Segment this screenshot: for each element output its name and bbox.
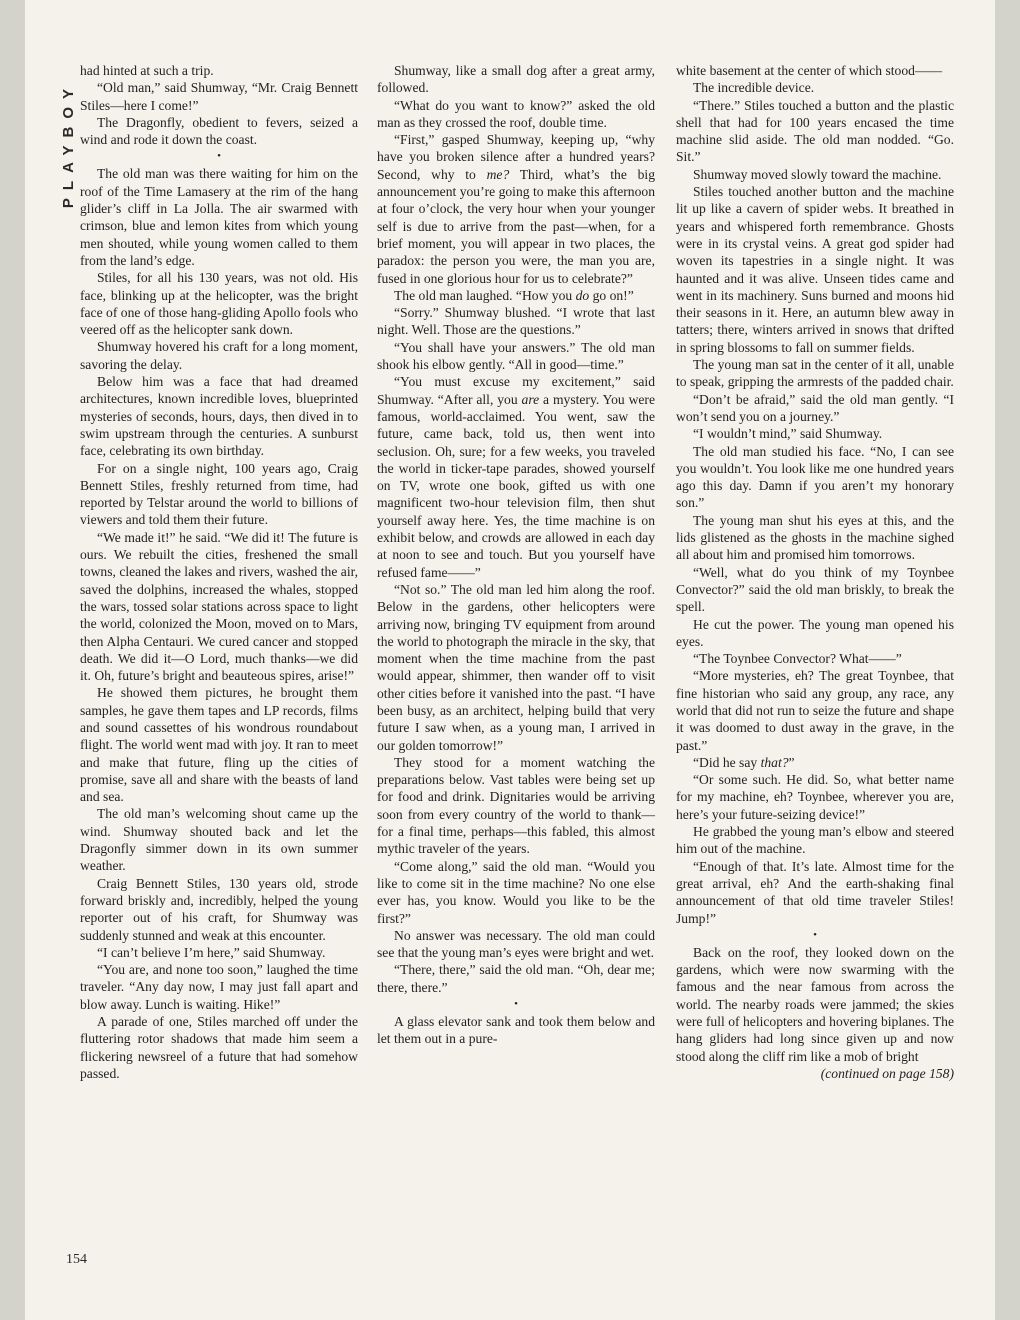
paragraph: The old man laughed. “How you do go on!” (394, 287, 634, 303)
paragraph: “You shall have your answers.” The old man shook his elbow gently. “All in good—time.” (377, 339, 655, 373)
paragraph: Shumway moved slowly toward the machine. (693, 166, 942, 182)
section-break-bullet: • (217, 150, 221, 163)
paragraph: The Dragonfly, obedient to fevers, seized a wind and rode it down the coast. (80, 114, 358, 148)
paragraph: “What do you want to know?” asked the old man as they crossed the roof, double time. (377, 97, 655, 130)
paragraph: The incredible device. (693, 80, 815, 96)
paragraph: “Don’t be afraid,” said the old man gently. “I won’t send you on a journey.” (676, 391, 954, 424)
paragraph: “I can’t believe I’m here,” said Shumway. (97, 944, 326, 960)
paragraph: “Old man,” said Shumway, “Mr. Craig Bennett Stiles—here I come!” (80, 80, 358, 113)
paragraph: “First,” gasped Shumway, keeping up, “why have you broken silence after a hundred years? Second, why to me? Third, what’s the big announcement you’re going to make this afternoon at four o’clock, the very hour when your younger self is due to arrive from the past—when, for a brief moment, you will appear in two places, the paradox: the person you were, the man you are, fused in one glorious hour for us to celebrate?” (377, 132, 655, 286)
paragraph: He cut the power. The young man opened his eyes. (676, 616, 954, 649)
continued-note: (continued on page 158) (820, 1065, 954, 1081)
paragraph: Stiles, for all his 130 years, was not old. His face, blinking up at the helicopter, was the bright face of one of those hang-gliding Apollo fools who veered off as the helicopter sank down. (80, 270, 358, 338)
magazine-page (25, 0, 995, 1320)
text-column-2 (377, 62, 655, 1048)
paragraph: The young man shut his eyes at this, and the lids glistened as the ghosts in the machine sighed all about him and promised him tomorrows. (676, 512, 954, 563)
section-break-bullet: • (514, 998, 518, 1011)
text-column-1 (80, 62, 358, 1082)
paragraph: Shumway, like a small dog after a great army, followed. (377, 63, 655, 96)
paragraph: “Not so.” The old man led him along the roof. Below in the gardens, other helicopters were arriving now, bringing TV equipment from around the world to photograph the miracle in the sky, that moment when the time machine from the past would appear, shimmer, then wander off to visit other cities before it vanished into the past. “I have been busy, as an architect, helping build that very future I saw when, as a young man, I arrived in our golden tomorrow!” (377, 581, 655, 753)
paragraph: “You must excuse my excitement,” said Shumway. “After all, you are a mystery. You were famous, world-acclaimed. You went, saw the future, came back, told us, then went into seclusion. Oh, sure; for a few weeks, you traveled the world in ticker-tape parades, showed yourself on TV, wrote one book, gifted us with one magnificent two-hour television film, then shut yourself away here. Yes, the time machine is on exhibit below, and crowds are allowed in each day at noon to see and touch. But you yourself have refused fame——” (377, 374, 655, 580)
paragraph: “Well, what do you think of my Toynbee Convector?” said the old man briskly, to break the spell. (676, 564, 954, 615)
paragraph: “Or some such. He did. So, what better name for my machine, eh? Toynbee, wherever you are, here’s your future-seizing device!” (676, 772, 954, 822)
section-break-bullet: • (813, 928, 817, 941)
paragraph: “I wouldn’t mind,” said Shumway. (693, 426, 883, 442)
paragraph: Shumway hovered his craft for a long moment, savoring the delay. (80, 339, 358, 372)
paragraph: “You are, and none too soon,” laughed the time traveler. “Any day now, I may just fall apart and blow away. Lunch is waiting. Hike!” (80, 962, 358, 1012)
paragraph: “Come along,” said the old man. “Would you like to come sit in the time machine? No one else ever has, you know. Would you like to be the first?” (377, 858, 655, 926)
paragraph: A glass elevator sank and took them below and let them out in a pure- (377, 1014, 655, 1047)
paragraph: “More mysteries, eh? The great Toynbee, that fine historian who said any group, any race, any world that did not run to seize the future and shape it was doomed to dust away in the grave, in the past.” (676, 668, 954, 753)
paragraph: had hinted at such a trip. (80, 63, 214, 78)
paragraph: Back on the roof, they looked down on the gardens, which were now swarming with the famous and the near famous from across the world. The nearby roads were jammed; the skies were full of helicopters and hovering biplanes. The hang gliders had long since given up and now stood along the cliff rim like a mob of bright (676, 944, 954, 1064)
paragraph: A parade of one, Stiles marched off under the fluttering rotor shadows that made him seem a flickering newsreel of a future that had somehow passed. (80, 1014, 358, 1081)
running-head (58, 64, 80, 224)
paragraph: The old man’s welcoming shout came up the wind. Shumway shouted back and let the Dragonfly simmer down in its own summer weather. (80, 806, 358, 874)
paragraph: “Enough of that. It’s late. Almost time for the great arrival, eh? And the earth-shaking final announcement of that old time traveler Stiles! Jump!” (676, 858, 954, 926)
paragraph: “Did he say that?” (693, 754, 795, 770)
paragraph: white basement at the center of which stood—— (676, 63, 943, 78)
paragraph: “There.” Stiles touched a button and the plastic shell that had for 100 years encased the time machine slid aside. The old man nodded. “Go. Sit.” (676, 97, 954, 165)
paragraph: “We made it!” he said. “We did it! The future is ours. We rebuilt the cities, freshened the small towns, cleaned the lakes and rivers, washed the air, saved the dolphins, increased the whales, stopped the wars, tossed solar stations across space to light the world, colonized the Moon, moved on to Mars, then Alpha Centauri. We cured cancer and stopped death. We did it—O Lord, much thanks—we did it. Oh, future’s bright and beauteous spires, arise!” (80, 529, 358, 684)
paragraph: Craig Bennett Stiles, 130 years old, strode forward briskly and, incredibly, helped the young reporter out of his craft, for Shumway was suddenly stunned and weak at this encounter. (80, 875, 358, 943)
paragraph: The old man studied his face. “No, I can see you wouldn’t. You look like me one hundred years ago this day. Damn if you aren’t my honorary son.” (676, 443, 954, 511)
paragraph: He grabbed the young man’s elbow and steered him out of the machine. (676, 824, 954, 857)
paragraph: They stood for a moment watching the preparations below. Vast tables were being set up for food and drink. Dignitaries would be arriving soon from every country of the world to thank—for a final time, perhaps—this fabled, this almost mythic traveler of the years. (377, 754, 655, 857)
paragraph: No answer was necessary. The old man could see that the young man’s eyes were bright and wet. (377, 927, 655, 961)
paragraph: “The Toynbee Convector? What——” (693, 651, 902, 667)
running-head-text: PLAYBOY (60, 80, 78, 208)
paragraph: “There, there,” said the old man. “Oh, dear me; there, there.” (377, 962, 655, 995)
paragraph: Stiles touched another button and the machine lit up like a cavern of spider webs. It breathed in years and whispered forth remembrance. Ghosts were in its crystal veins. A great god spider had woven its tapestries in a single night. It was haunted and it was alive. Unseen tides came and went in its machinery. Suns burned and moons hid their seasons in it. Here, an autumn blew away in tatters; there, winters arrived in snows that drifted in spring blossoms to fall on summer fields. (676, 184, 954, 355)
paragraph: “Sorry.” Shumway blushed. “I wrote that last night. Well. Those are the questions.” (377, 305, 655, 338)
paragraph: Below him was a face that had dreamed architectures, known incredible loves, blueprinted mysteries of seconds, hours, days, then dived in to swim upstream through the centuries. A sunburst face, celebrating its own birthday. (80, 374, 358, 459)
paragraph: He showed them pictures, he brought them samples, he gave them tapes and LP records, films and sound cassettes of his wondrous roundabout flight. The world went mad with joy. It ran to meet and make that future, fling up the cities of promise, save all and share with the beasts of land and sea. (80, 685, 358, 805)
page-number: 154 (66, 1252, 87, 1267)
text-column-3 (676, 62, 954, 1082)
paragraph: The old man was there waiting for him on the roof of the Time Lamasery at the rim of the hang glider’s cliff in La Jolla. The air swarmed with crimson, blue and lemon kites from which young men shouted, while young women called to them from the land’s edge. (80, 166, 358, 268)
paragraph: For on a single night, 100 years ago, Craig Bennett Stiles, freshly returned from time, had reported by Telstar around the world to billions of viewers and told them their future. (80, 460, 358, 528)
paragraph: The young man sat in the center of it all, unable to speak, gripping the armrests of the padded chair. (676, 357, 954, 390)
